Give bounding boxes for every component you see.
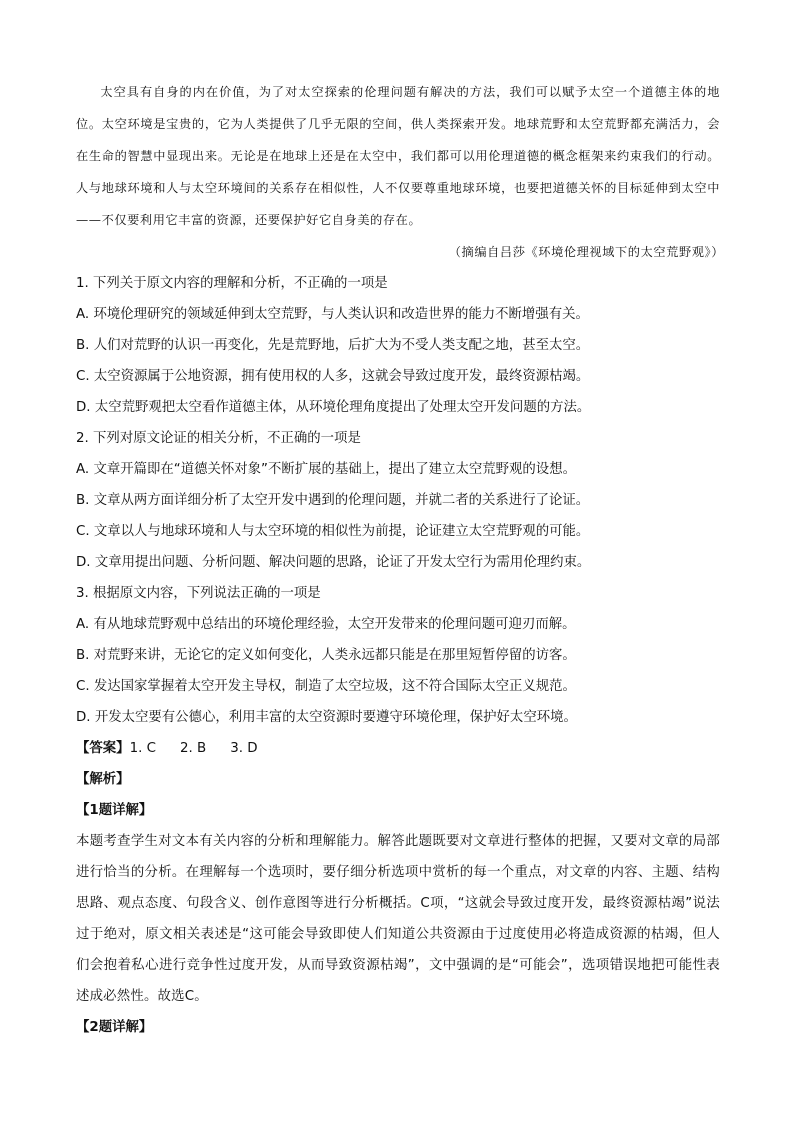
option-b: B. 对荒野来讲，无论它的定义如何变化，人类永远都只能是在那里短暂停留的访客。 [76, 648, 576, 663]
q2-analysis-heading: 【2题详解】 [76, 1020, 153, 1035]
option-a: A. 有从地球荒野观中总结出的环境伦理经验，太空开发带来的伦理问题可迎刃而解。 [76, 617, 576, 632]
passage-paragraph: 太空具有自身的内在价值，为了对太空探索的伦理问题有解决的方法，我们可以赋予太空一个道德主体的地位。太空环境是宝贵的，它为人类提供了几乎无限的空间，供人类探索开发。地球荒野和太空荒野都充满活力，会在生命的智慧中显现出来。无论是在地球上还是在太空中，我们都可以用伦理道德的概念框架来约束我们的行动。人与地球环境和人与太空环境间的关系存在相似性，人不仅要尊重地球环境，也要把道德关怀的目标延伸到太空中——不仅要利用它丰富的资源，还要保护好它自身美的存在。 [76, 85, 720, 227]
q1-analysis-heading: 【1题详解】 [76, 803, 153, 818]
option-d: D. 太空荒野观把太空看作道德主体，从环境伦理角度提出了处理太空开发问题的方法。 [76, 400, 591, 415]
question-3 [76, 578, 720, 733]
option-c: C. 文章以人与地球环境和人与太空环境的相似性为前提，论证建立太空荒野观的可能。 [76, 524, 590, 539]
option-c: C. 发达国家掌握着太空开发主导权，制造了太空垃圾，这不符合国际太空正义规范。 [76, 679, 576, 694]
option-d: D. 开发太空要有公德心，利用丰富的太空资源时要遵守环境伦理，保护好太空环境。 [76, 710, 577, 725]
answer-line [76, 733, 720, 764]
answer-tag: 【答案】 [76, 741, 130, 756]
analysis-heading: 【解析】 [76, 772, 130, 787]
option-a: A. 文章开篇即在“道德关怀对象”不断扩展的基础上，提出了建立太空荒野观的设想。 [76, 462, 576, 477]
option-b: B. 文章从两方面详细分析了太空开发中遇到的伦理问题，并就二者的关系进行了论证。 [76, 493, 590, 508]
question-stem: 2. 下列对原文论证的相关分析，不正确的一项是 [76, 431, 361, 446]
option-d: D. 文章用提出问题、分析问题、解决问题的思路，论证了开发太空行为需用伦理约束。 [76, 555, 591, 570]
q1-analysis-text: 本题考查学生对文本有关内容的分析和理解能力。解答此题既要对文章进行整体的把握，又要对文章的局部进行恰当的分析。在理解每一个选项时，要仔细分析选项中赏析的每一个重点，对文章的内容、主题、结构思路、观点态度、句段含义、创作意图等进行分析概括。C项，“这就会导致过度开发，最终资源枯竭”说法过于绝对，原文相关表述是“这可能会导致即使人们知道公共资源由于过度使用必将造成资源的枯竭，但人们会抱着私心进行竞争性过度开发，从而导致资源枯竭”，文中强调的是“可能会”，选项错误地把可能性表述成必然性。故选C。 [76, 834, 720, 1004]
passage-source: （摘编自吕莎《环境伦理视域下的太空荒野观》） [448, 245, 724, 259]
answer-item-1: 1. C [129, 741, 156, 756]
option-c: C. 太空资源属于公地资源，拥有使用权的人多，这就会导致过度开发，最终资源枯竭。 [76, 369, 590, 384]
answer-item-3: 3. D [230, 741, 258, 756]
option-a: A. 环境伦理研究的领域延伸到太空荒野，与人类认识和改造世界的能力不断增强有关。 [76, 307, 589, 322]
question-2 [76, 423, 720, 578]
question-stem: 1. 下列关于原文内容的理解和分析，不正确的一项是 [76, 276, 388, 291]
option-b: B. 人们对荒野的认识一再变化，先是荒野地，后扩大为不受人类支配之地，甚至太空。 [76, 338, 590, 353]
question-1 [76, 268, 720, 423]
answer-item-2: 2. B [179, 741, 207, 756]
question-stem: 3. 根据原文内容，下列说法正确的一项是 [76, 586, 321, 601]
